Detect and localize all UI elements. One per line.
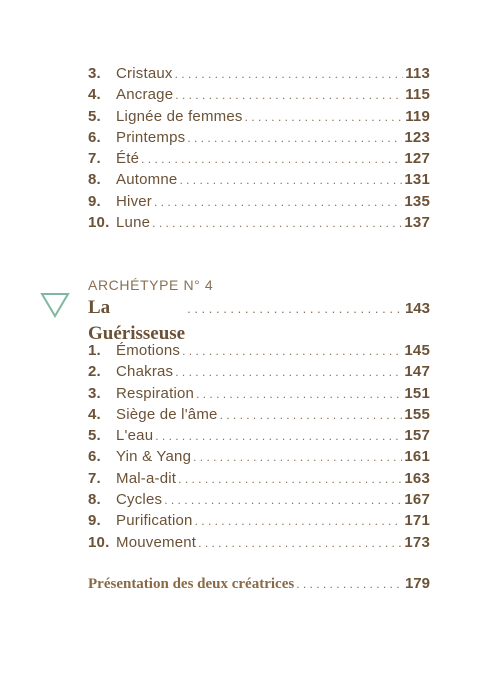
entry-number: 6. bbox=[88, 128, 101, 146]
entry-page: 147 bbox=[404, 363, 430, 381]
entry-label: Mouvement bbox=[116, 533, 197, 551]
entry-page: 135 bbox=[404, 192, 430, 210]
section-header bbox=[88, 275, 430, 344]
toc-list-archetype-3 bbox=[88, 63, 430, 233]
entry-number: 3. bbox=[88, 384, 101, 402]
entry-label: Purification bbox=[116, 512, 193, 530]
footer-page: 179 bbox=[404, 575, 430, 592]
entry-number: 3. bbox=[88, 65, 101, 82]
entry-page: 127 bbox=[404, 150, 430, 168]
entry-page: 163 bbox=[404, 469, 430, 487]
section-title: La Guérisseuse bbox=[88, 297, 186, 344]
toc-entry[interactable] bbox=[88, 532, 430, 553]
entry-number: 8. bbox=[88, 491, 101, 509]
section-kicker: ARCHÉTYPE N° 4 bbox=[88, 277, 214, 293]
entry-label: Émotions bbox=[116, 342, 181, 359]
leader-dots bbox=[155, 426, 402, 447]
entry-page: 151 bbox=[404, 384, 430, 402]
toc-entry[interactable] bbox=[88, 340, 430, 361]
entry-label: Lune bbox=[116, 214, 151, 232]
toc-entry[interactable] bbox=[88, 489, 430, 510]
entry-page: 113 bbox=[405, 65, 430, 82]
entry-page: 137 bbox=[404, 214, 430, 232]
leader-dots bbox=[175, 85, 403, 106]
leader-dots bbox=[196, 384, 402, 405]
entry-number: 5. bbox=[88, 107, 101, 125]
entry-page: 171 bbox=[404, 512, 430, 530]
entry-number: 4. bbox=[88, 86, 101, 104]
entry-label: Ancrage bbox=[116, 86, 174, 104]
entry-label: Mal-a-dit bbox=[116, 469, 177, 487]
entry-label: Yin & Yang bbox=[116, 448, 192, 466]
entry-page: 167 bbox=[404, 491, 430, 509]
entry-number: 5. bbox=[88, 427, 101, 445]
entry-number: 8. bbox=[88, 171, 101, 189]
leader-dots bbox=[220, 405, 403, 426]
leader-dots bbox=[175, 64, 404, 85]
entry-number: 9. bbox=[88, 512, 101, 530]
leader-dots bbox=[179, 170, 402, 191]
entry-page: 155 bbox=[404, 405, 430, 423]
toc-entry[interactable] bbox=[88, 148, 430, 169]
entry-number: 7. bbox=[88, 469, 101, 487]
entry-page: 145 bbox=[404, 342, 430, 359]
footer-entry[interactable] bbox=[88, 573, 430, 595]
toc-entry[interactable] bbox=[88, 361, 430, 382]
leader-dots bbox=[187, 128, 402, 149]
entry-label: Respiration bbox=[116, 384, 195, 402]
entry-number: 10. bbox=[88, 214, 110, 232]
leader-dots bbox=[152, 213, 402, 234]
entry-page: 119 bbox=[405, 107, 430, 125]
leader-dots bbox=[198, 533, 402, 554]
leader-dots bbox=[178, 469, 402, 490]
leader-dots bbox=[193, 447, 402, 468]
entry-label: Été bbox=[116, 150, 140, 168]
entry-number: 9. bbox=[88, 192, 101, 210]
entry-label: Chakras bbox=[116, 363, 174, 381]
toc-entry[interactable] bbox=[88, 169, 430, 190]
entry-page: 173 bbox=[404, 533, 430, 551]
toc-entry[interactable] bbox=[88, 468, 430, 489]
leader-dots bbox=[182, 341, 402, 362]
leader-dots bbox=[195, 511, 403, 532]
footer-label: Présentation des deux créatrices bbox=[88, 576, 295, 592]
toc-entry[interactable] bbox=[88, 106, 430, 127]
section-page: 143 bbox=[404, 300, 430, 317]
leader-dots bbox=[175, 362, 402, 383]
toc-entry[interactable] bbox=[88, 212, 430, 233]
entry-label: L'eau bbox=[116, 427, 154, 445]
toc-entry[interactable] bbox=[88, 383, 430, 404]
entry-number: 4. bbox=[88, 405, 101, 423]
entry-number: 7. bbox=[88, 150, 101, 168]
leader-dots bbox=[187, 296, 403, 322]
entry-label: Cristaux bbox=[116, 65, 173, 82]
toc-entry[interactable] bbox=[88, 446, 430, 467]
entry-label: Automne bbox=[116, 171, 178, 189]
entry-page: 123 bbox=[404, 128, 430, 146]
entry-number: 10. bbox=[88, 533, 110, 551]
toc-entry[interactable] bbox=[88, 425, 430, 446]
entry-page: 115 bbox=[405, 86, 430, 104]
toc-list-archetype-4 bbox=[88, 340, 430, 553]
toc-entry[interactable] bbox=[88, 191, 430, 212]
leader-dots bbox=[245, 107, 404, 128]
entry-page: 161 bbox=[404, 448, 430, 466]
entry-number: 6. bbox=[88, 448, 101, 466]
triangle-down-icon bbox=[40, 292, 70, 318]
entry-page: 131 bbox=[404, 171, 430, 189]
toc-entry[interactable] bbox=[88, 127, 430, 148]
entry-label: Siège de l'âme bbox=[116, 405, 218, 423]
entry-label: Hiver bbox=[116, 192, 153, 210]
toc-entry[interactable] bbox=[88, 63, 430, 84]
section-title-row[interactable] bbox=[88, 295, 430, 344]
toc-entry[interactable] bbox=[88, 84, 430, 105]
entry-label: Printemps bbox=[116, 128, 186, 146]
toc-entry[interactable] bbox=[88, 404, 430, 425]
leader-dots bbox=[296, 573, 403, 595]
leader-dots bbox=[141, 149, 402, 170]
toc-entry[interactable] bbox=[88, 510, 430, 531]
entry-page: 157 bbox=[404, 427, 430, 445]
entry-number: 2. bbox=[88, 363, 101, 381]
leader-dots bbox=[154, 192, 402, 213]
entry-label: Cycles bbox=[116, 491, 163, 509]
entry-number: 1. bbox=[88, 342, 101, 359]
leader-dots bbox=[164, 490, 402, 511]
entry-label: Lignée de femmes bbox=[116, 107, 243, 125]
